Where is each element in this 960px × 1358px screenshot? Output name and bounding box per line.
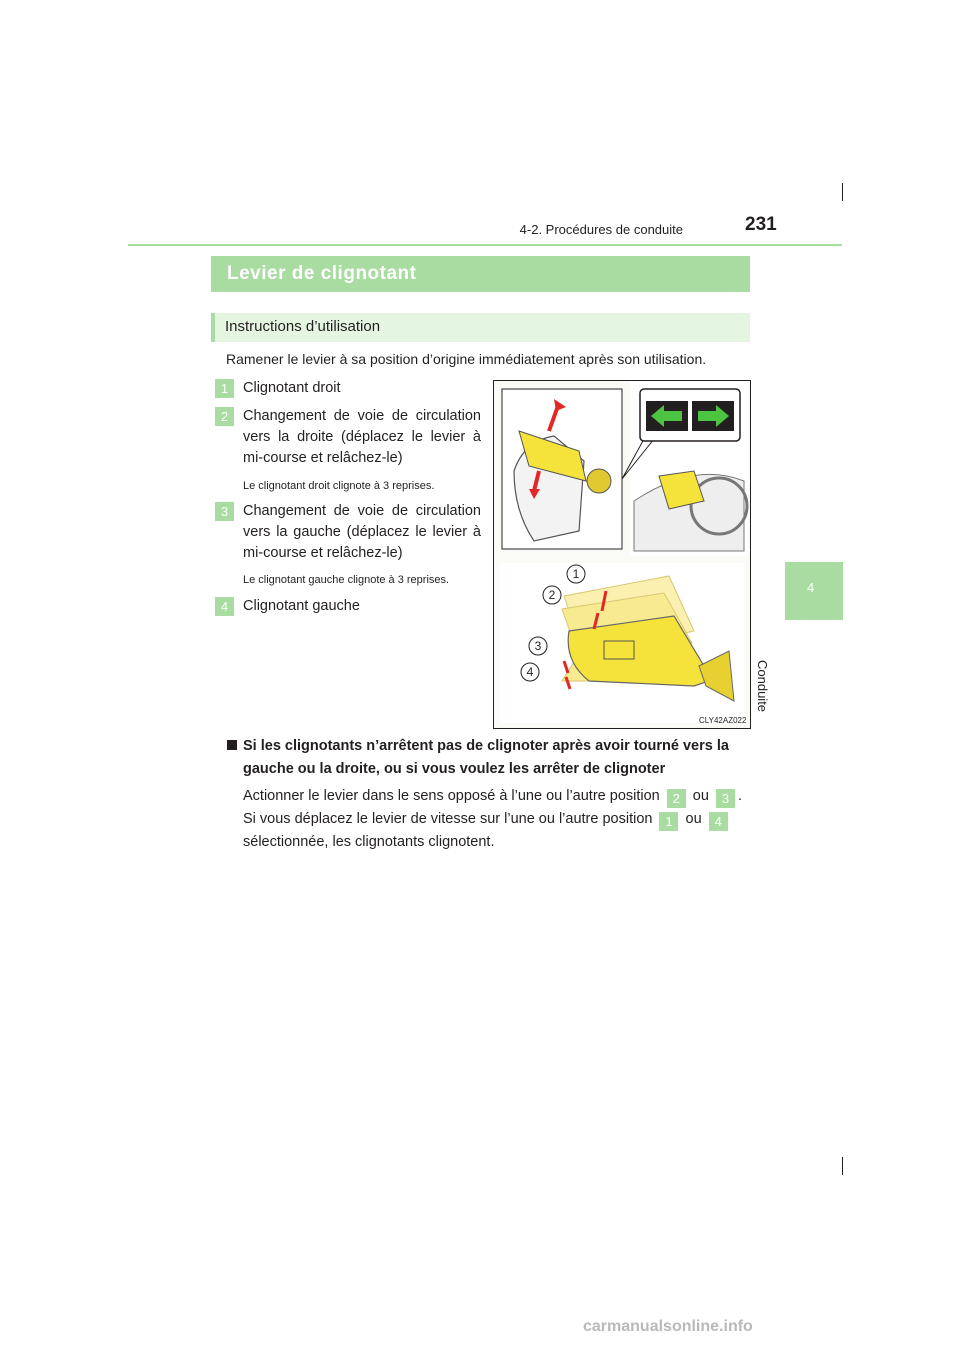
section-label: 4-2. Procédures de conduite — [519, 222, 683, 237]
callout-line-3: sélectionnée, les clignotants clignotent. — [243, 834, 495, 850]
callout-line-2-or: ou — [685, 811, 702, 827]
chapter-label: Conduite — [755, 660, 770, 713]
subsection-title: Instructions d’utilisation — [225, 318, 381, 335]
inline-num-3: 3 — [716, 789, 735, 808]
chapter-number: 4 — [807, 580, 815, 595]
section-title-bar — [211, 256, 750, 292]
crop-mark — [842, 183, 843, 201]
callout-line-1-or: ou — [692, 788, 709, 804]
item-text-3: Changement de voie de circulation vers la gauche (déplacez le levier à mi-course et relâchez-le) — [243, 503, 481, 561]
callout-line-2-text: Si vous déplacez le levier de vitesse sur l’une ou l’autre position — [243, 811, 653, 827]
callout-line-2 — [243, 808, 751, 831]
fig-label-4: 4 — [526, 665, 534, 679]
subsection-title-bar — [211, 313, 750, 342]
item-text-4: Clignotant gauche — [243, 598, 360, 614]
item-number-4: 4 — [215, 597, 234, 616]
item-number-1: 1 — [215, 379, 234, 398]
crop-mark — [842, 1157, 843, 1175]
figure-code: CLY42AZ022 — [699, 716, 747, 725]
inline-num-4: 4 — [709, 812, 728, 831]
item-number-3: 3 — [215, 502, 234, 521]
callout-line-1-text: Actionner le levier dans le sens opposé à l’une ou l’autre position — [243, 788, 660, 804]
chapter-tab — [785, 562, 843, 620]
fig-label-2: 2 — [548, 588, 556, 602]
illustration-svg — [494, 381, 750, 728]
inline-num-1: 1 — [659, 812, 678, 831]
callout-body — [243, 785, 751, 854]
section-title: Levier de clignotant — [227, 263, 417, 284]
fig-label-3: 3 — [534, 639, 542, 653]
item-number-2: 2 — [215, 407, 234, 426]
header-rule — [128, 244, 842, 246]
intro-text: Ramener le levier à sa position d’origine immédiatement après son utilisation. — [226, 351, 707, 367]
item-note-2: Le clignotant droit clignote à 3 reprises. — [243, 480, 435, 492]
lever-base — [587, 469, 611, 493]
item-text-2: Changement de voie de circulation vers la droite (déplacez le levier à mi-course et relâchez-le) — [243, 408, 481, 466]
turn-signal-illustration — [493, 380, 751, 729]
watermark: carmanualsonline.info — [583, 1318, 753, 1335]
callout-bullet — [227, 740, 237, 750]
callout-heading: Si les clignotants n’arrêtent pas de clignoter après avoir tourné vers la gauche ou la droite, ou si vous voulez les arrêter de clignoter — [243, 738, 729, 777]
callout-line-1 — [243, 785, 751, 808]
item-note-3: Le clignotant gauche clignote à 3 reprises. — [243, 574, 450, 586]
page-number: 231 — [745, 214, 777, 235]
callout-line-1-end: . — [737, 788, 742, 804]
fig-label-1: 1 — [572, 567, 580, 581]
inline-num-2: 2 — [667, 789, 686, 808]
item-text-1: Clignotant droit — [243, 380, 341, 396]
